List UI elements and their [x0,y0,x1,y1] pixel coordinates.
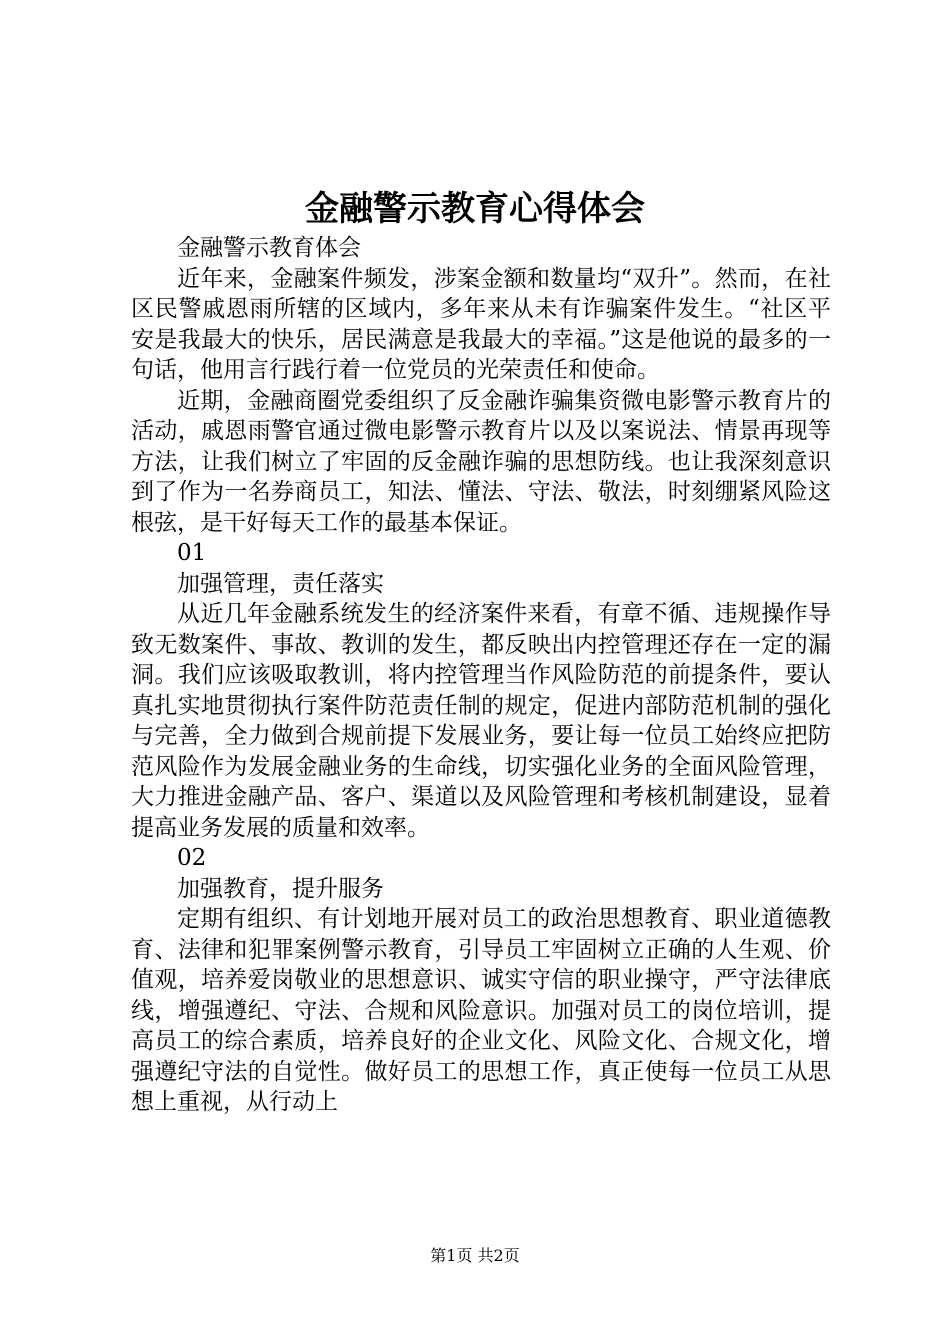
section-heading: 加强管理，责任落实 [177,570,384,597]
section-number: 02 [177,845,207,871]
paragraph: 从近几年金融系统发生的经济案件来看，有章不循、违规操作导致无数案件、事故、教训的发生，都反映出内控管理还存在一定的漏洞。我们应该吸取教训，将内控管理当作风险防范的前提条件，要认真扎实地贯彻执行案件防范责任制的规定，促进内部防范机制的强化与完善，全力做到合规前提下发展业务，要让每一位员工始终应把防范风险作为发展金融业务的生命线，切实强化业务的全面风险管理，大力推进金融产品、客户、渠道以及风险管理和考核机制建设，显着提高业务发展的质量和效率。 [131,601,831,841]
document-body [131,233,831,1118]
paragraph-subtitle: 金融警示教育体会 [177,235,361,261]
paragraph: 定期有组织、有计划地开展对员工的政治思想教育、职业道德教育、法律和犯罪案例警示教育，引导员工牢固树立正确的人生观、价值观，培养爱岗敬业的思想意识、诚实守信的职业操守，严守法律底线，增强遵纪、守法、合规和风险意识。加强对员工的岗位培训，提高员工的综合素质，培养良好的企业文化、风险文化、合规文化，增强遵纪守法的自觉性。做好员工的思想工作，真正使每一位员工从思想上重视，从行动上 [131,906,831,1115]
paragraph: 近期，金融商圈党委组织了反金融诈骗集资微电影警示教育片的活动，戚恩雨警官通过微电影警示教育片以及以案说法、情景再现等方法，让我们树立了牢固的反金融诈骗的思想防线。也让我深刻意识到了作为一名券商员工，知法、懂法、守法、敬法，时刻绷紧风险这根弦，是干好每天工作的最基本保证。 [131,387,831,536]
document-title: 金融警示教育心得体会 [305,189,645,229]
page-footer: 第1页 共2页 [430,1246,520,1265]
section-number: 01 [177,540,207,566]
section-heading: 加强教育，提升服务 [177,875,384,902]
paragraph: 近年来，金融案件频发，涉案金额和数量均“双升”。然而，在社区民警戚恩雨所辖的区域内，多年来从未有诈骗案件发生。“社区平安是我最大的快乐，居民满意是我最大的幸福。”这是他说的最多的一句话，他用言行践行着一位党员的光荣责任和使命。 [131,265,831,383]
